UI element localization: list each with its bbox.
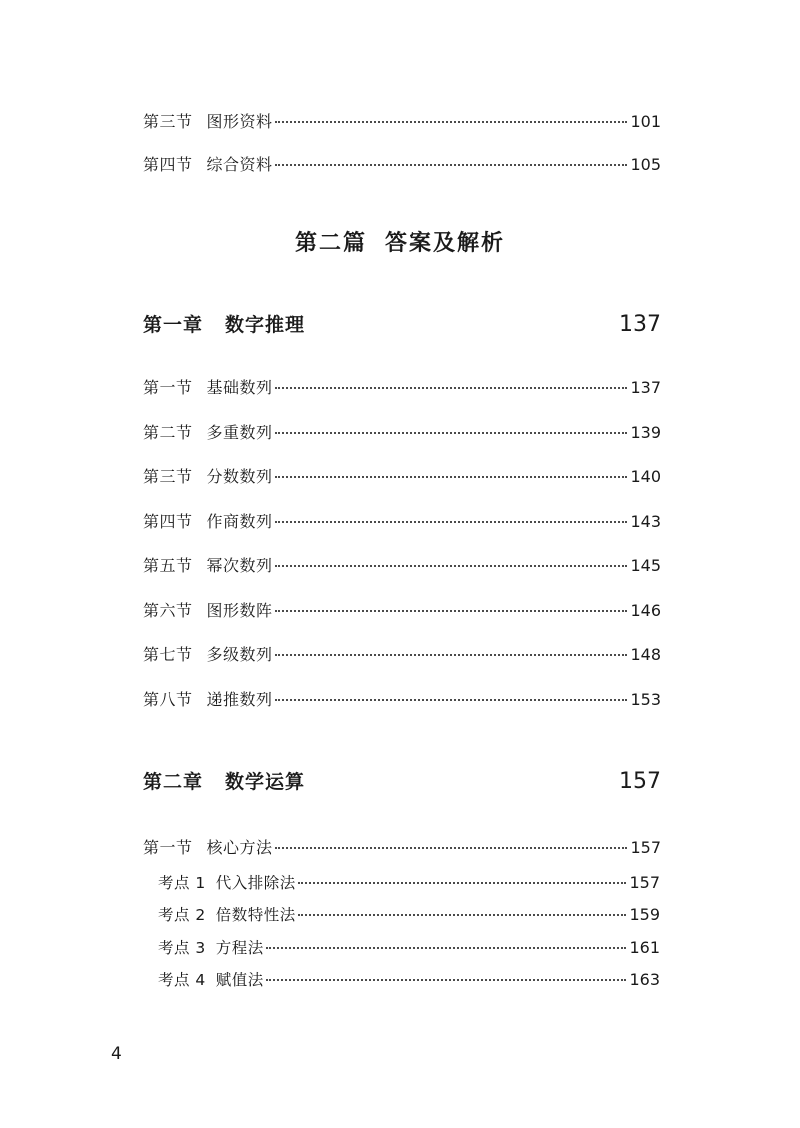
- entry-page-number: 137: [630, 378, 661, 397]
- entry-label: 第四节: [143, 512, 193, 531]
- dotted-leader: [298, 914, 627, 916]
- chapter-label: 第一章: [143, 314, 204, 336]
- dotted-leader: [275, 699, 628, 701]
- entry-label: 第三节: [143, 112, 193, 131]
- chapter-heading[interactable]: [143, 767, 661, 794]
- toc-entry[interactable]: [143, 690, 661, 710]
- subentry-page-number: 161: [629, 938, 660, 957]
- entry-title: 图形数阵: [206, 601, 273, 620]
- entry-title: 幂次数列: [206, 556, 273, 575]
- dotted-leader: [275, 476, 628, 478]
- subentry-page-number: 157: [629, 873, 660, 892]
- subentry-title: 赋值法: [215, 971, 264, 989]
- entry-label: 第六节: [143, 601, 193, 620]
- toc-subentry[interactable]: [158, 970, 660, 990]
- toc-entry[interactable]: [143, 512, 661, 532]
- entry-label: 第四节: [143, 155, 193, 174]
- dotted-leader: [298, 882, 627, 884]
- subentry-title: 代入排除法: [215, 874, 296, 892]
- entry-label: 第八节: [143, 690, 193, 709]
- subentry-page-number: 159: [629, 905, 660, 924]
- entry-label: 第一节: [143, 838, 193, 857]
- dotted-leader: [275, 164, 628, 166]
- toc-entry[interactable]: [143, 556, 661, 576]
- subentry-title: 倍数特性法: [215, 906, 296, 924]
- chapter-label: 第二章: [143, 771, 204, 793]
- entry-label: 第五节: [143, 556, 193, 575]
- part-heading: [0, 226, 800, 257]
- entry-page-number: 157: [630, 838, 661, 857]
- subentry-label: 考点 3: [158, 939, 206, 957]
- entry-label: 第七节: [143, 645, 193, 664]
- dotted-leader: [275, 387, 628, 389]
- chapter-page-number: 137: [619, 312, 661, 337]
- entry-title: 图形资料: [206, 112, 273, 131]
- entry-title: 基础数列: [206, 378, 273, 397]
- entry-title: 核心方法: [206, 838, 273, 857]
- entry-page-number: 145: [630, 556, 661, 575]
- part-label: 第二篇: [294, 230, 367, 256]
- entry-page-number: 143: [630, 512, 661, 531]
- dotted-leader: [275, 521, 628, 523]
- toc-entry[interactable]: [143, 467, 661, 487]
- entry-page-number: 153: [630, 690, 661, 709]
- entry-title: 递推数列: [206, 690, 273, 709]
- entry-label: 第二节: [143, 423, 193, 442]
- subentry-label: 考点 1: [158, 874, 206, 892]
- entry-page-number: 101: [630, 112, 661, 131]
- chapter-title: 数字推理: [225, 314, 306, 336]
- page-number: 4: [111, 1044, 122, 1064]
- dotted-leader: [266, 979, 627, 981]
- toc-entry[interactable]: [143, 112, 661, 132]
- entry-title: 多重数列: [206, 423, 273, 442]
- subentry-title: 方程法: [215, 939, 264, 957]
- entry-title: 分数数列: [206, 467, 273, 486]
- chapter-heading[interactable]: [143, 310, 661, 337]
- entry-page-number: 105: [630, 155, 661, 174]
- entry-page-number: 139: [630, 423, 661, 442]
- part-title: 答案及解析: [385, 230, 506, 256]
- entry-label: 第一节: [143, 378, 193, 397]
- toc-entry[interactable]: [143, 155, 661, 175]
- dotted-leader: [275, 121, 628, 123]
- chapter-page-number: 157: [619, 769, 661, 794]
- entry-page-number: 140: [630, 467, 661, 486]
- entry-label: 第三节: [143, 467, 193, 486]
- entry-page-number: 146: [630, 601, 661, 620]
- entry-title: 作商数列: [206, 512, 273, 531]
- entry-page-number: 148: [630, 645, 661, 664]
- toc-entry[interactable]: [143, 601, 661, 621]
- subentry-label: 考点 2: [158, 906, 206, 924]
- toc-subentry[interactable]: [158, 905, 660, 925]
- dotted-leader: [275, 610, 628, 612]
- entry-title: 综合资料: [206, 155, 273, 174]
- toc-subentry[interactable]: [158, 873, 660, 893]
- dotted-leader: [275, 565, 628, 567]
- dotted-leader: [275, 432, 628, 434]
- dotted-leader: [266, 947, 627, 949]
- toc-entry[interactable]: [143, 645, 661, 665]
- toc-entry[interactable]: [143, 378, 661, 398]
- subentry-page-number: 163: [629, 970, 660, 989]
- chapter-title: 数学运算: [225, 771, 306, 793]
- toc-entry[interactable]: [143, 838, 661, 858]
- dotted-leader: [275, 847, 628, 849]
- dotted-leader: [275, 654, 628, 656]
- entry-title: 多级数列: [206, 645, 273, 664]
- toc-subentry[interactable]: [158, 938, 660, 958]
- toc-entry[interactable]: [143, 423, 661, 443]
- subentry-label: 考点 4: [158, 971, 206, 989]
